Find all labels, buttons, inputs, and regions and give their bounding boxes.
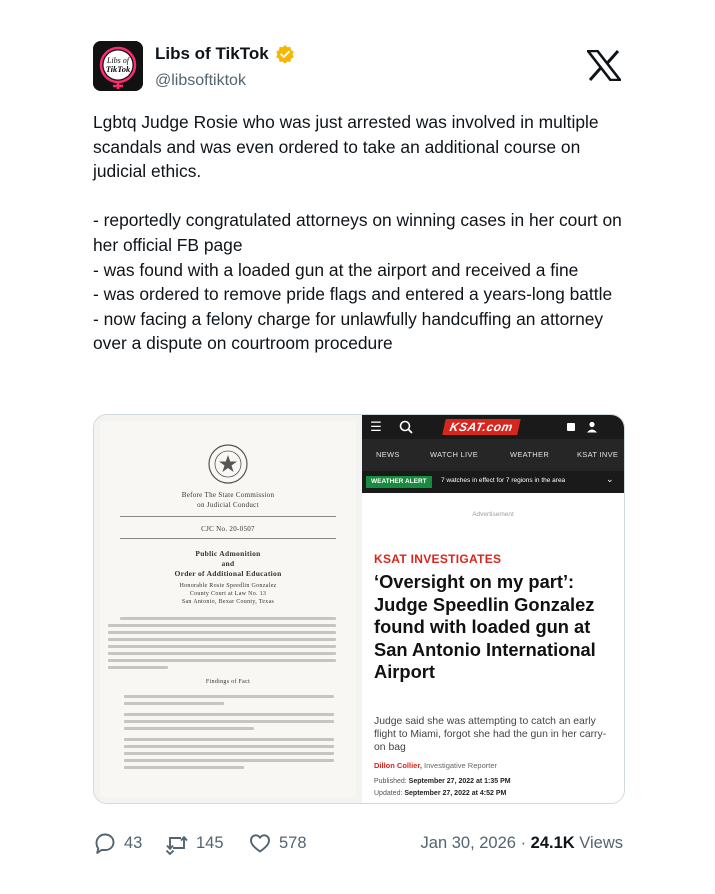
advertisement-label: Advertisement [472, 511, 514, 518]
ksat-logo[interactable]: KSAT.com [442, 419, 520, 435]
ksat-topbar [362, 415, 624, 439]
weather-icon[interactable] [563, 419, 579, 435]
article-author[interactable]: Dillon Collier, [374, 761, 422, 770]
tweet-bullet-4: - now facing a felony charge for unlawfully handcuffing an attorney over a dispute on courtroom procedure [93, 308, 604, 354]
document-page [100, 421, 356, 797]
heart-icon [248, 831, 272, 855]
user-icon[interactable] [584, 419, 600, 435]
article-author-role: Investigative Reporter [424, 761, 497, 770]
weather-alert-text: 7 watches in effect for 7 regions in the area [441, 477, 566, 484]
avatar-text-1: Libs of [106, 56, 130, 65]
meta-separator: · [520, 834, 527, 852]
like-button[interactable] [248, 831, 307, 855]
document-image[interactable] [94, 415, 362, 803]
search-icon[interactable] [398, 419, 414, 435]
like-count: 578 [279, 833, 307, 852]
weather-alert-bar[interactable] [362, 471, 624, 493]
doc-heading-2: on Judicial Conduct [197, 501, 259, 509]
repost-count: 145 [196, 833, 224, 852]
doc-case-no: CJC No. 20-0507 [201, 525, 255, 533]
author-handle[interactable]: @libsoftiktok [155, 72, 246, 89]
repost-icon [165, 831, 189, 855]
article-subhead: Judge said she was attempting to catch an early flight to Miami, forgot she had the gun in her carry-on bag [374, 716, 607, 753]
article-byline [374, 761, 497, 770]
nav-weather[interactable]: WEATHER [510, 450, 550, 459]
weather-alert-badge: WEATHER ALERT [366, 476, 432, 488]
doc-judge-1: Honorable Rosie Speedlin Gonzalez [179, 583, 277, 589]
chevron-down-icon[interactable]: ⌄ [606, 474, 614, 484]
nav-ksat-investigates[interactable]: KSAT INVE [577, 450, 619, 459]
tweet-bullet-3: - was ordered to remove pride flags and entered a years-long battle [93, 284, 613, 305]
doc-title-2: and [221, 559, 235, 568]
author-name-row [155, 44, 295, 64]
avatar-text-2: TikTok [105, 64, 131, 74]
views-label: Views [579, 834, 623, 852]
doc-judge-2: County Court at Law No. 13 [189, 591, 267, 597]
reply-icon [93, 831, 117, 855]
tweet-meta [421, 834, 623, 853]
menu-icon[interactable]: ☰ [370, 419, 382, 434]
published-date: Published: September 27, 2022 at 1:35 PM [374, 778, 511, 785]
ksat-nav [362, 439, 624, 471]
x-logo-icon[interactable] [587, 50, 621, 81]
nav-watch-live[interactable]: WATCH LIVE [430, 450, 479, 459]
reply-button[interactable] [93, 831, 142, 855]
article-kicker[interactable]: KSAT INVESTIGATES [374, 552, 502, 566]
doc-judge-3: San Antonio, Bexar County, Texas [181, 599, 275, 605]
tweet-paragraph: Lgbtq Judge Rosie who was just arrested was involved in multiple scandals and was even ordered to take an additional course on judicial ethics. [93, 112, 599, 182]
tweet-date[interactable]: Jan 30, 2026 [420, 834, 516, 852]
news-screenshot[interactable] [362, 415, 624, 803]
doc-title-1: Public Admonition [195, 549, 261, 558]
tweet-bullet-1: - reportedly congratulated attorneys on winning cases in her court on her official FB page [93, 210, 622, 255]
reply-count: 43 [124, 833, 143, 852]
avatar[interactable] [93, 41, 143, 91]
doc-heading-1: Before The State Commission [181, 491, 275, 499]
tweet-stats [93, 831, 623, 855]
tweet-media[interactable] [93, 414, 625, 804]
repost-button[interactable] [165, 831, 224, 855]
doc-title-3: Order of Additional Education [174, 569, 282, 578]
tweet-bullet-2: - was found with a loaded gun at the airport and received a fine [93, 259, 579, 280]
texas-seal-icon [207, 443, 249, 485]
article-headline: ‘Oversight on my part’: Judge Speedlin Gonzalez found with loaded gun at San Antonio International Airport [374, 571, 596, 682]
views-count: 24.1K [530, 834, 575, 852]
verified-badge-icon [275, 44, 295, 64]
doc-findings: Findings of Fact [205, 679, 251, 685]
updated-date: Updated: September 27, 2022 at 4:52 PM [374, 790, 507, 797]
display-name[interactable]: Libs of TikTok [155, 44, 269, 63]
nav-news[interactable]: NEWS [376, 450, 400, 459]
tweet-text [93, 110, 633, 356]
